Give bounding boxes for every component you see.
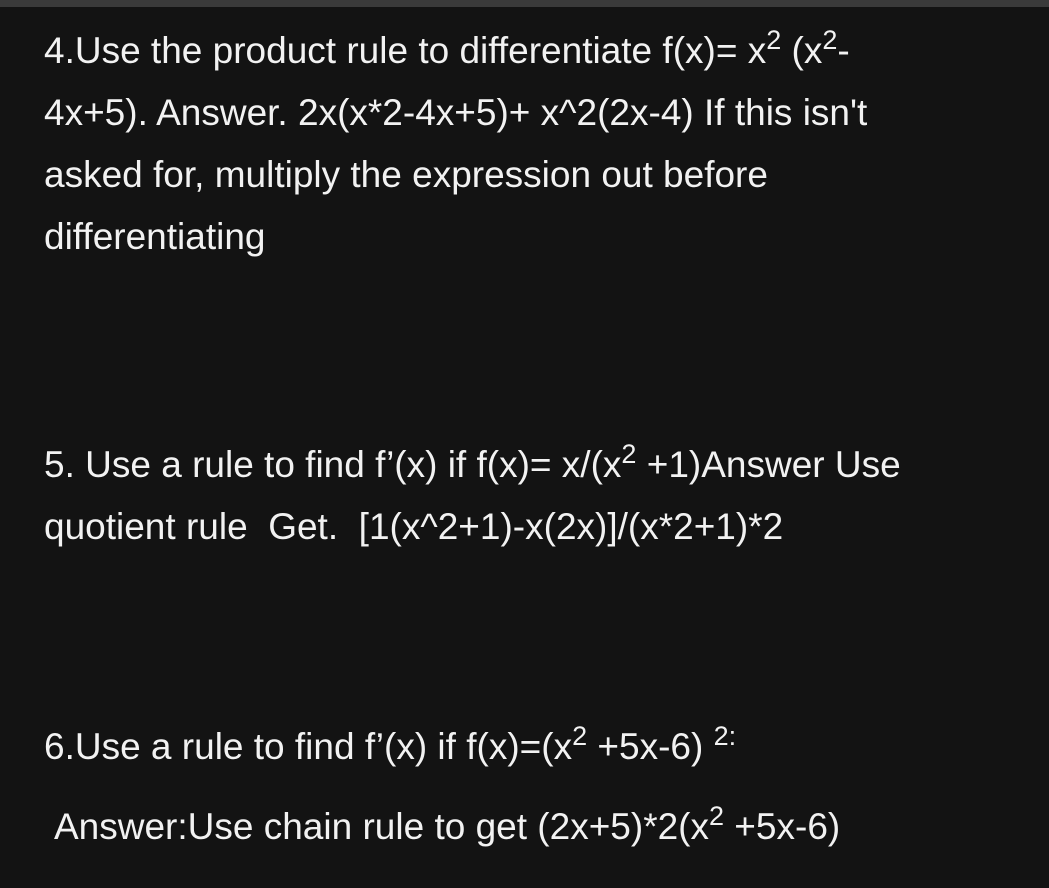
q6-text: Answer:Use chain rule to get (2x+5)*2(x xyxy=(54,806,709,847)
question-5 xyxy=(44,434,1034,558)
q5-superscript: 2 xyxy=(621,439,637,469)
question-6-line-2 xyxy=(54,796,1044,858)
q4-text: - xyxy=(837,30,850,71)
q4-superscript: 2 xyxy=(766,25,782,55)
question-4-line-1 xyxy=(44,20,1034,82)
question-6-line-1 xyxy=(44,716,1034,778)
q6-superscript: 2: xyxy=(713,721,737,751)
q6-text: +5x-6) xyxy=(724,806,841,847)
question-4 xyxy=(44,20,1034,268)
q6-superscript: 2 xyxy=(709,801,725,831)
q6-superscript: 2 xyxy=(572,721,588,751)
question-4-line-4: differentiating xyxy=(44,216,266,257)
q6-text: 6.Use a rule to find f’(x) if f(x)=(x xyxy=(44,726,573,767)
q4-text: 4.Use the product rule to differentiate f(x)= x xyxy=(44,30,767,71)
question-6 xyxy=(44,716,1034,778)
q4-text: (x xyxy=(781,30,823,71)
q4-superscript: 2 xyxy=(822,25,838,55)
top-bar xyxy=(0,0,1049,7)
q5-text: +1)Answer Use xyxy=(636,444,901,485)
question-4-line-2: 4x+5). Answer. 2x(x*2-4x+5)+ x^2(2x-4) If this isn't xyxy=(44,92,868,133)
question-4-line-3: asked for, multiply the expression out before xyxy=(44,154,768,195)
question-6-answer xyxy=(54,796,1044,858)
q5-text: 5. Use a rule to find f’(x) if f(x)= x/(x xyxy=(44,444,622,485)
q6-text: +5x-6) xyxy=(587,726,714,767)
question-5-line-1 xyxy=(44,434,1034,496)
question-5-line-2: quotient rule Get. [1(x^2+1)-x(2x)]/(x*2+1)*2 xyxy=(44,506,784,547)
